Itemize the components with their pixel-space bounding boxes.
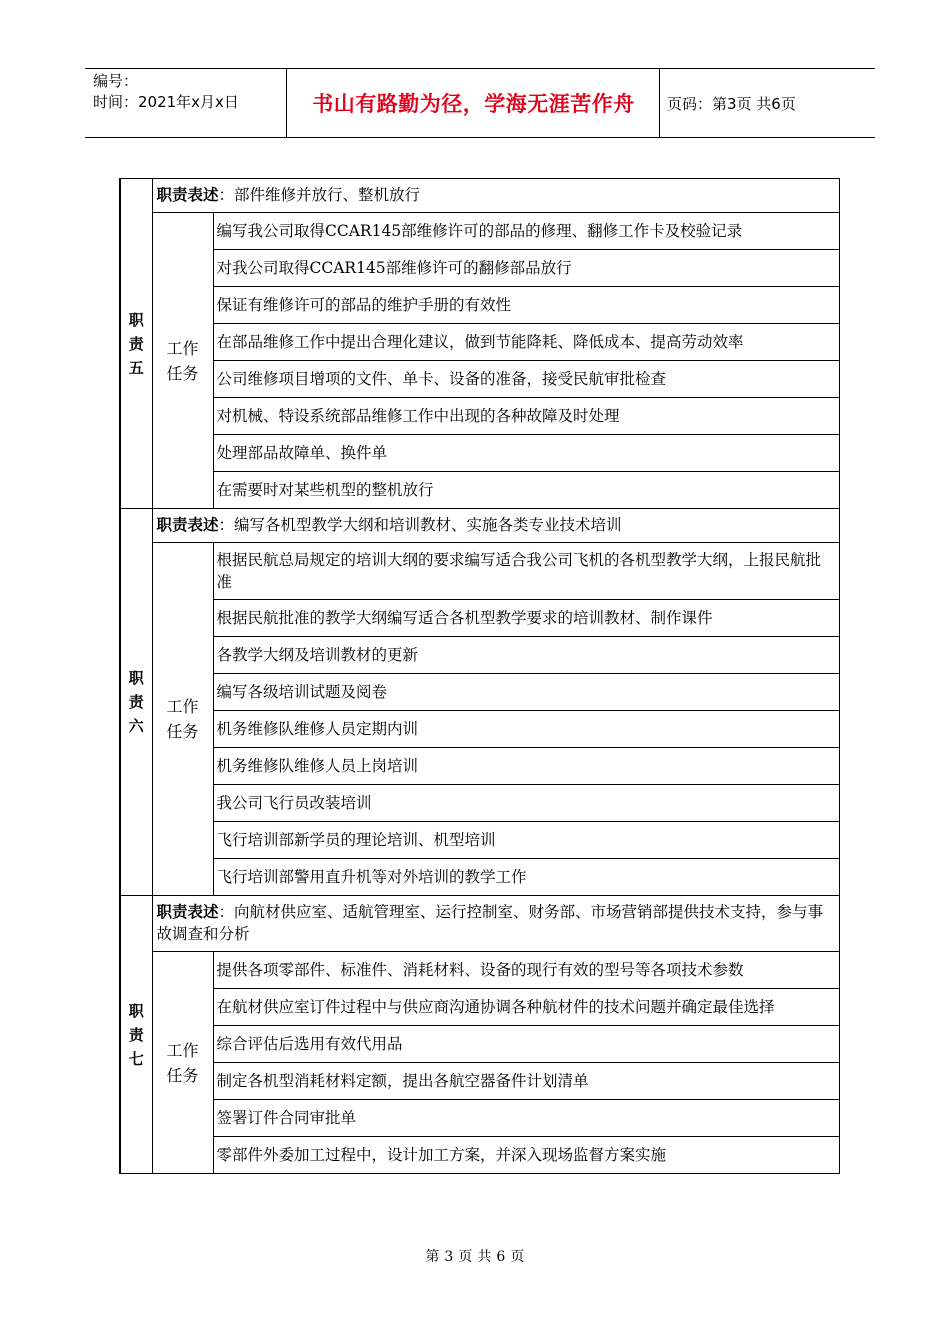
task-row xyxy=(120,859,840,896)
task-item: 零部件外委加工过程中，设计加工方案，并深入现场监督方案实施 xyxy=(213,1137,840,1174)
work-task-label: 工作 任务 xyxy=(166,338,199,383)
page-header xyxy=(85,68,875,138)
task-item: 根据民航批准的教学大纲编写适合各机型教学要求的培训教材、制作课件 xyxy=(213,600,840,637)
duty-name: 职 责 七 xyxy=(128,1001,144,1068)
duty-name-cell xyxy=(120,896,152,1174)
work-task-label: 工作 任务 xyxy=(166,1040,199,1085)
task-item: 各教学大纲及培训教材的更新 xyxy=(213,637,840,674)
doc-time-label: 时间：2021年x月x日 xyxy=(93,93,239,111)
task-row xyxy=(120,952,840,989)
task-row xyxy=(120,1063,840,1100)
task-item: 我公司飞行员改装培训 xyxy=(213,785,840,822)
duty-description-text: ：编写各机型教学大纲和培训教材、实施各类专业技术培训 xyxy=(218,516,622,534)
duty-table-wrapper xyxy=(119,178,841,1174)
task-row xyxy=(120,250,840,287)
work-task-label: 工作 任务 xyxy=(166,697,199,741)
duty-description xyxy=(152,179,840,213)
duty-description-text: ：部件维修并放行、整机放行 xyxy=(218,186,421,204)
task-row xyxy=(120,1100,840,1137)
work-task-label-cell xyxy=(152,543,213,896)
duty-desc-row xyxy=(120,509,840,543)
task-row xyxy=(120,822,840,859)
task-row xyxy=(120,287,840,324)
task-item: 编写我公司取得CCAR145部维修许可的部品的修理、翻修工作卡及校验记录 xyxy=(213,213,840,250)
task-row xyxy=(120,543,840,600)
task-item: 在航材供应室订件过程中与供应商沟通协调各种航材件的技术问题并确定最佳选择 xyxy=(213,989,840,1026)
task-item: 处理部品故障单、换件单 xyxy=(213,435,840,472)
task-row xyxy=(120,989,840,1026)
page-footer: 第 3 页 共 6 页 xyxy=(425,1249,525,1265)
duty-description-label: 职责表述 xyxy=(156,185,219,204)
duty-description xyxy=(152,896,840,952)
task-row xyxy=(120,324,840,361)
work-task-label-cell xyxy=(152,952,213,1174)
task-item: 机务维修队维修人员上岗培训 xyxy=(213,748,840,785)
task-row xyxy=(120,674,840,711)
task-row xyxy=(120,435,840,472)
task-item: 飞行培训部警用直升机等对外培训的教学工作 xyxy=(213,859,840,896)
task-row xyxy=(120,361,840,398)
task-row xyxy=(120,213,840,250)
header-page-number: 页码：第3页 共6页 xyxy=(667,95,796,113)
duty-name: 职 责 六 xyxy=(128,669,144,735)
task-item: 机务维修队维修人员定期内训 xyxy=(213,711,840,748)
task-item: 在需要时对某些机型的整机放行 xyxy=(213,472,840,509)
doc-number-label: 编号： xyxy=(93,72,139,90)
task-item: 根据民航总局规定的培训大纲的要求编写适合我公司飞机的各机型教学大纲，上报民航批准 xyxy=(213,543,840,600)
task-row xyxy=(120,748,840,785)
duty-description-label: 职责表述 xyxy=(156,515,219,534)
duty-name-cell xyxy=(120,179,152,509)
task-row xyxy=(120,1137,840,1174)
work-task-label-cell xyxy=(152,213,213,509)
task-row xyxy=(120,637,840,674)
duty-desc-row xyxy=(120,896,840,952)
duty-description xyxy=(152,509,840,543)
task-item: 签署订件合同审批单 xyxy=(213,1100,840,1137)
task-item: 制定各机型消耗材料定额，提出各航空器备件计划清单 xyxy=(213,1063,840,1100)
task-item: 公司维修项目增项的文件、单卡、设备的准备，接受民航审批检查 xyxy=(213,361,840,398)
task-item: 保证有维修许可的部品的维护手册的有效性 xyxy=(213,287,840,324)
task-item: 提供各项零部件、标准件、消耗材料、设备的现行有效的型号等各项技术参数 xyxy=(213,952,840,989)
task-row xyxy=(120,472,840,509)
header-meta xyxy=(93,71,239,113)
duty-desc-row xyxy=(120,179,840,213)
task-row xyxy=(120,600,840,637)
duty-description-label: 职责表述 xyxy=(156,902,219,921)
duty-name-cell xyxy=(120,509,152,896)
header-divider xyxy=(659,69,660,137)
task-item: 对机械、特设系统部品维修工作中出现的各种故障及时处理 xyxy=(213,398,840,435)
task-item: 在部品维修工作中提出合理化建议，做到节能降耗、降低成本、提高劳动效率 xyxy=(213,324,840,361)
header-motto: 书山有路勤为径，学海无涯苦作舟 xyxy=(312,92,635,116)
duty-description-text: ：向航材供应室、适航管理室、运行控制室、财务部、市场营销部提供技术支持，参与事故调查和分析 xyxy=(156,903,824,943)
task-row xyxy=(120,711,840,748)
duty-table xyxy=(119,178,840,1174)
duty-name: 职 责 五 xyxy=(128,310,144,377)
task-item: 飞行培训部新学员的理论培训、机型培训 xyxy=(213,822,840,859)
task-item: 对我公司取得CCAR145部维修许可的翻修部品放行 xyxy=(213,250,840,287)
task-row xyxy=(120,398,840,435)
task-item: 综合评估后选用有效代用品 xyxy=(213,1026,840,1063)
task-item: 编写各级培训试题及阅卷 xyxy=(213,674,840,711)
task-row xyxy=(120,1026,840,1063)
task-row xyxy=(120,785,840,822)
